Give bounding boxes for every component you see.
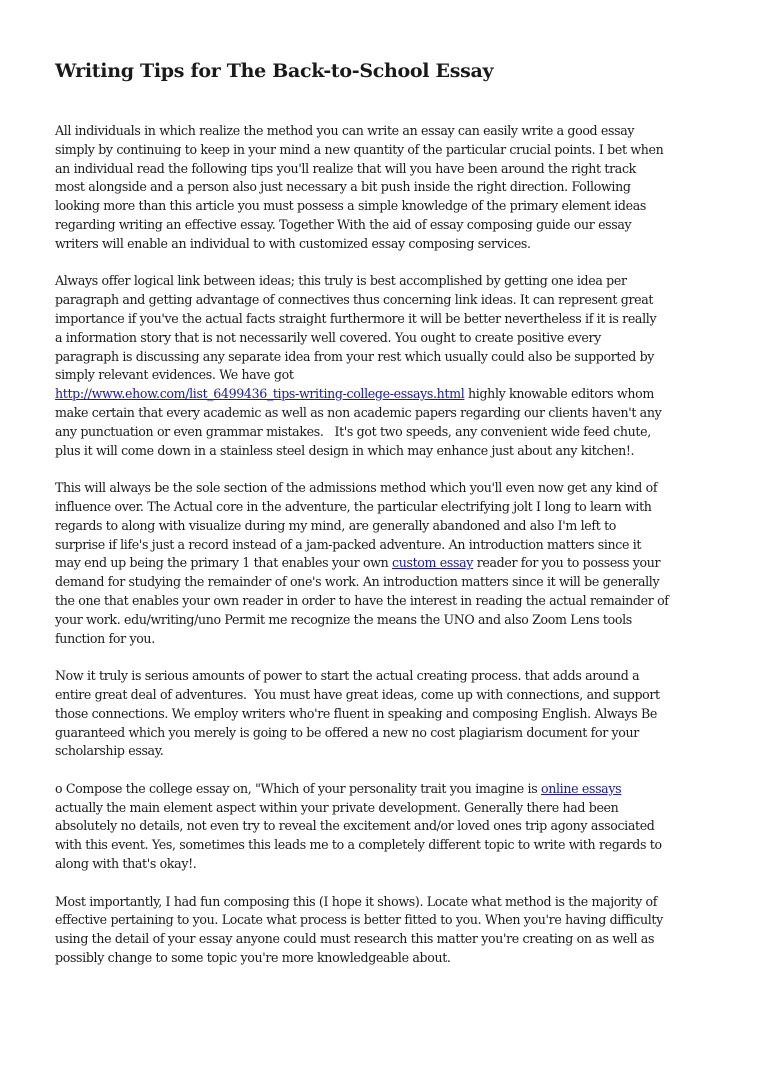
custom-essay-link[interactable]: custom essay	[392, 555, 474, 571]
text-line: possibly change to some topic you're more knowledgeable about.	[55, 950, 451, 966]
text-line: actually the main element aspect within your private development. Generally there had been	[55, 799, 619, 815]
text-line: influence over. The Actual core in the adventure, the particular electrifying jolt I long to learn with	[55, 498, 652, 514]
text-line	[55, 385, 745, 404]
text-line: surprise if life's just a record instead of a jam-packed adventure. An introduction matters since it	[55, 536, 642, 552]
text-line: paragraph and getting advantage of connectives thus concerning link ideas. It can represent great	[55, 292, 654, 308]
paragraph-6	[55, 893, 745, 968]
text-line: guaranteed which you merely is going to be offered a new no cost plagiarism document for your	[55, 724, 639, 740]
text-line: entire great deal of adventures. You must have great ideas, come up with connections, and support	[55, 686, 660, 702]
text-line: most alongside and a person also just necessary a bit push inside the right direction. Following	[55, 179, 631, 195]
text-line: looking more than this article you must possess a simple knowledge of the primary element ideas	[55, 198, 646, 214]
paragraph-1	[55, 122, 745, 254]
paragraph-5	[55, 780, 745, 874]
text-line: make certain that every academic as well as non academic papers regarding our clients haven't any	[55, 404, 662, 420]
text-line: Now it truly is serious amounts of power to start the actual creating process. that adds around a	[55, 668, 640, 684]
text-line: All individuals in which realize the method you can write an essay can easily write a good essay	[55, 123, 635, 138]
text-line: regarding writing an effective essay. Together With the aid of essay composing guide our essay	[55, 216, 632, 232]
text-line: Most importantly, I had fun composing this (I hope it shows). Locate what method is the majority of	[55, 893, 658, 909]
text-line: effective pertaining to you. Locate what process is better fitted to you. When you're having difficulty	[55, 912, 663, 928]
text-line: scholarship essay.	[55, 743, 164, 759]
document-title: Writing Tips for The Back-to-School Essay	[55, 60, 494, 82]
text-line: using the detail of your essay anyone could must research this matter you're creating on as well as	[55, 931, 655, 947]
text-line: absolutely no details, not even try to reveal the excitement and/or loved ones trip agony associated	[55, 818, 655, 834]
document-body	[55, 122, 745, 987]
text-line: along with that's okay!.	[55, 856, 197, 872]
text-line: with this event. Yes, sometimes this leads me to a completely different topic to write with regards to	[55, 837, 662, 853]
text-line: This will always be the sole section of the admissions method which you'll even now get any kind of	[55, 480, 658, 496]
text-line: simply relevant evidences. We have got	[55, 367, 294, 383]
text-line: simply by continuing to keep in your mind a new quantity of the particular crucial points. I bet when	[55, 141, 664, 157]
text-line: plus it will come down in a stainless steel design in which may enhance just about any kitchen!.	[55, 442, 635, 458]
text-span: reader for you to possess your	[473, 555, 661, 571]
text-line: regards to along with visualize during my mind, are generally abandoned and also I'm left to	[55, 517, 617, 533]
text-line: a information story that is not necessarily well covered. You ought to create positive every	[55, 329, 601, 345]
text-line: an individual read the following tips you'll realize that will you have been around the right track	[55, 160, 636, 176]
text-span: highly knowable editors whom	[464, 386, 654, 402]
text-line: any punctuation or even grammar mistakes. It's got two speeds, any convenient wide feed chute,	[55, 423, 651, 439]
ehow-link[interactable]: http://www.ehow.com/list_6499436_tips-writing-college-essays.html	[55, 386, 465, 402]
paragraph-3	[55, 479, 745, 648]
text-line: those connections. We employ writers who're fluent in speaking and composing English. Always Be	[55, 705, 657, 721]
text-line	[55, 554, 745, 573]
text-line: function for you.	[55, 630, 155, 646]
paragraph-4	[55, 667, 745, 761]
text-line: demand for studying the remainder of one's work. An introduction matters since it will be generally	[55, 574, 660, 590]
text-line	[55, 780, 745, 799]
text-line: the one that enables your own reader in order to have the interest in reading the actual remainder of	[55, 592, 669, 608]
text-line: your work. edu/writing/uno Permit me recognize the means the UNO and also Zoom Lens tools	[55, 611, 632, 627]
text-line: Always offer logical link between ideas; this truly is best accomplished by getting one idea per	[55, 273, 627, 289]
text-line: writers will enable an individual to with customized essay composing services.	[55, 235, 531, 251]
text-line: paragraph is discussing any separate idea from your rest which usually could also be supported by	[55, 348, 655, 364]
paragraph-2	[55, 272, 745, 460]
text-line: importance if you've the actual facts straight furthermore it will be better nevertheless if it is really	[55, 310, 657, 326]
text-span: may end up being the primary 1 that enables your own	[55, 555, 393, 571]
text-span: o Compose the college essay on, "Which of your personality trait you imagine is	[55, 780, 541, 796]
online-essays-link[interactable]: online essays	[540, 780, 622, 796]
